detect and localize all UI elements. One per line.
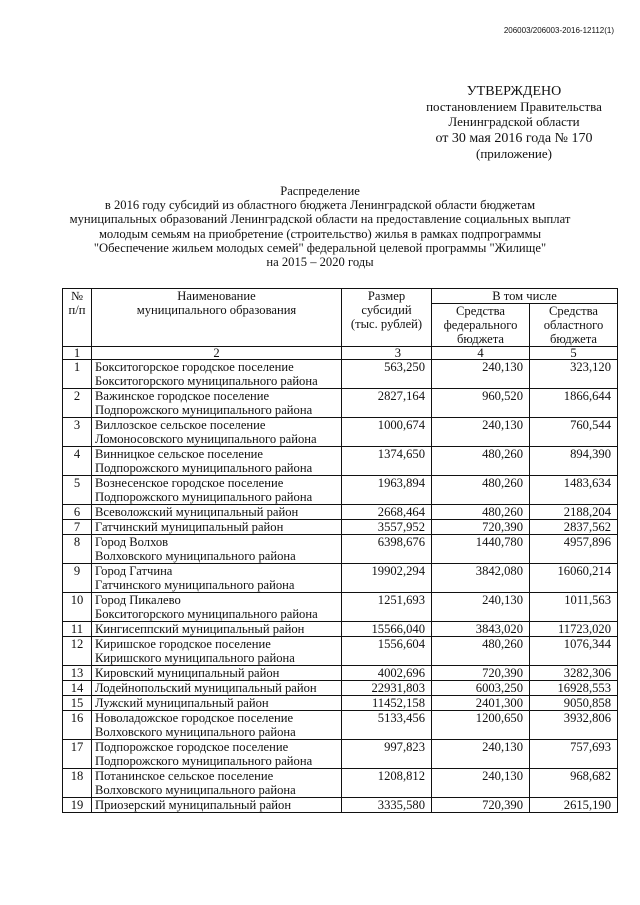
approval-note: (приложение) [475,146,552,161]
row-name: Важинское городское поселение Подпорожского муниципального района [92,389,342,418]
row-number: 3 [63,418,92,447]
row-federal: 3843,020 [432,622,530,637]
row-number: 17 [63,740,92,769]
row-regional: 757,693 [530,740,618,769]
row-federal: 960,520 [432,389,530,418]
row-regional: 16060,214 [530,564,618,593]
table-row [63,520,618,535]
heading-line: на 2015 – 2020 годы [266,255,374,270]
row-number: 5 [63,476,92,505]
distribution-table [62,288,618,813]
row-name: Лужский муниципальный район [92,696,342,711]
row-federal: 240,130 [432,769,530,798]
table-row [63,535,618,564]
row-name: Город Волхов Волховского муниципального района [92,535,342,564]
row-regional: 3282,306 [530,666,618,681]
row-federal: 480,260 [432,637,530,666]
row-regional: 1483,634 [530,476,618,505]
row-subsidy: 997,823 [342,740,432,769]
row-number: 11 [63,622,92,637]
row-number: 18 [63,769,92,798]
table-row [63,711,618,740]
approval-date: от 30 мая 2016 года № 170 [435,131,593,146]
header-size: Размер субсидий (тыс. рублей) [342,289,432,347]
row-number: 16 [63,711,92,740]
row-name: Город Пикалево Бокситогорского муниципального района [92,593,342,622]
table-row [63,666,618,681]
row-number: 10 [63,593,92,622]
row-name: Киришское городское поселение Киришского муниципального района [92,637,342,666]
row-number: 15 [63,696,92,711]
row-federal: 720,390 [432,798,530,813]
row-regional: 3932,806 [530,711,618,740]
row-subsidy: 11452,158 [342,696,432,711]
column-number: 1 [63,347,92,360]
heading-line: муниципальных образований Ленинградской области на предоставление социальных выплат [69,212,571,227]
row-federal: 1200,650 [432,711,530,740]
row-federal: 240,130 [432,593,530,622]
row-federal: 6003,250 [432,681,530,696]
table-row [63,476,618,505]
column-number: 5 [530,347,618,360]
header-name: Наименование муниципального образования [92,289,342,347]
row-federal: 720,390 [432,520,530,535]
approval-line: постановлением Правительства [426,99,602,114]
row-subsidy: 6398,676 [342,535,432,564]
header-num: № п/п [63,289,92,347]
row-name: Кировский муниципальный район [92,666,342,681]
row-federal: 3842,080 [432,564,530,593]
row-regional: 323,120 [530,360,618,389]
header-row [63,289,618,304]
row-name: Винницкое сельское поселение Подпорожского муниципального района [92,447,342,476]
table-row [63,622,618,637]
row-regional: 2837,562 [530,520,618,535]
row-subsidy: 1556,604 [342,637,432,666]
row-number: 12 [63,637,92,666]
row-regional: 2188,204 [530,505,618,520]
row-regional: 968,682 [530,769,618,798]
row-federal: 480,260 [432,447,530,476]
table-row [63,696,618,711]
table-row [63,564,618,593]
row-federal: 1440,780 [432,535,530,564]
row-number: 13 [63,666,92,681]
approval-title: УТВЕРЖДЕНО [466,84,562,99]
row-name: Приозерский муниципальный район [92,798,342,813]
row-subsidy: 1251,693 [342,593,432,622]
row-name: Город Гатчина Гатчинского муниципального района [92,564,342,593]
approval-block [404,84,624,161]
row-name: Гатчинский муниципальный район [92,520,342,535]
row-regional: 16928,553 [530,681,618,696]
approval-line: Ленинградской области [448,114,580,129]
column-number: 4 [432,347,530,360]
table-row [63,389,618,418]
row-subsidy: 2668,464 [342,505,432,520]
row-subsidy: 1000,674 [342,418,432,447]
row-name: Бокситогорское городское поселение Бокситогорского муниципального района [92,360,342,389]
row-subsidy: 1208,812 [342,769,432,798]
row-subsidy: 4002,696 [342,666,432,681]
row-name: Лодейнопольский муниципальный район [92,681,342,696]
row-number: 6 [63,505,92,520]
row-number: 4 [63,447,92,476]
table-row [63,681,618,696]
row-number: 14 [63,681,92,696]
document-heading [64,184,576,269]
row-number: 2 [63,389,92,418]
row-federal: 240,130 [432,418,530,447]
table-row [63,360,618,389]
table-row [63,798,618,813]
table-row [63,593,618,622]
row-regional: 894,390 [530,447,618,476]
row-subsidy: 2827,164 [342,389,432,418]
column-number: 3 [342,347,432,360]
row-federal: 480,260 [432,476,530,505]
row-number: 9 [63,564,92,593]
column-number-row [63,347,618,360]
table-row [63,447,618,476]
heading-line: молодым семьям на приобретение (строительство) жилья в рамках подпрограммы [98,226,542,241]
row-federal: 240,130 [432,360,530,389]
row-number: 8 [63,535,92,564]
row-subsidy: 19902,294 [342,564,432,593]
row-subsidy: 563,250 [342,360,432,389]
row-name: Потанинское сельское поселение Волховского муниципального района [92,769,342,798]
row-regional: 1011,563 [530,593,618,622]
row-federal: 720,390 [432,666,530,681]
header-federal: Средства федерального бюджета [432,304,530,347]
table-row [63,637,618,666]
row-name: Новоладожское городское поселение Волховского муниципального района [92,711,342,740]
row-federal: 240,130 [432,740,530,769]
row-subsidy: 1963,894 [342,476,432,505]
heading-line: "Обеспечение жильем молодых семей" федеральной целевой программы "Жилище" [93,240,547,255]
table-row [63,505,618,520]
row-name: Подпорожское городское поселение Подпорожского муниципального района [92,740,342,769]
row-name: Всеволожский муниципальный район [92,505,342,520]
row-subsidy: 3557,952 [342,520,432,535]
column-number: 2 [92,347,342,360]
row-regional: 760,544 [530,418,618,447]
heading-line: в 2016 году субсидий из областного бюджета Ленинградской области бюджетам [104,198,536,213]
row-subsidy: 1374,650 [342,447,432,476]
table-row [63,418,618,447]
row-regional: 2615,190 [530,798,618,813]
row-number: 19 [63,798,92,813]
table-row [63,740,618,769]
row-federal: 480,260 [432,505,530,520]
row-subsidy: 3335,580 [342,798,432,813]
row-regional: 1076,344 [530,637,618,666]
row-regional: 11723,020 [530,622,618,637]
row-name: Вознесенское городское поселение Подпорожского муниципального района [92,476,342,505]
row-number: 1 [63,360,92,389]
header-including: В том числе [432,289,618,304]
row-name: Виллозское сельское поселение Ломоносовского муниципального района [92,418,342,447]
row-subsidy: 5133,456 [342,711,432,740]
row-federal: 2401,300 [432,696,530,711]
document-id: 206003/206003-2016-12112(1) [503,26,614,35]
header-regional: Средства областного бюджета [530,304,618,347]
row-subsidy: 22931,803 [342,681,432,696]
row-regional: 9050,858 [530,696,618,711]
row-subsidy: 15566,040 [342,622,432,637]
row-name: Кингисеппский муниципальный район [92,622,342,637]
heading-line: Распределение [280,184,360,198]
row-regional: 1866,644 [530,389,618,418]
row-number: 7 [63,520,92,535]
row-regional: 4957,896 [530,535,618,564]
table-row [63,769,618,798]
